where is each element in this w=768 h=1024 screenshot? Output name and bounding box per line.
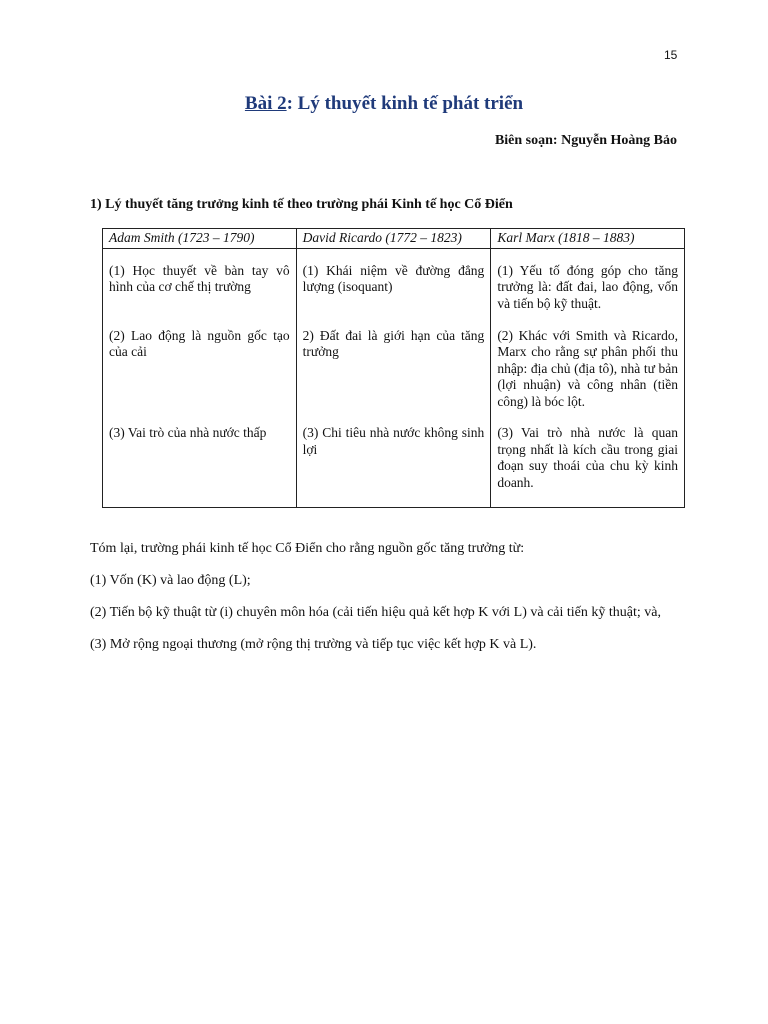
table-header-row	[103, 229, 685, 249]
table-cell	[296, 328, 491, 426]
table-cell	[103, 328, 297, 426]
cell-text: (3) Vai trò của nhà nước thấp	[109, 425, 267, 440]
table-row	[103, 328, 685, 426]
cell-text: (2) Khác với Smith và Ricardo, Marx cho rằng sự phân phối thu nhập: địa chủ (địa tô), nhà tư bản (lợi nhuận) và công nhân (tiền công) là bóc lột.	[497, 327, 678, 409]
cell-text: (2) Lao động là nguồn gốc tạo của cải	[109, 327, 290, 359]
table-cell	[296, 248, 491, 328]
header-karl-marx: Karl Marx (1818 – 1883)	[491, 229, 685, 249]
theory-table	[102, 228, 685, 508]
author-line: Biên soạn: Nguyễn Hoàng Bảo	[494, 133, 677, 148]
table-cell	[103, 248, 297, 328]
cell-text: (1) Yếu tố đóng góp cho tăng trưởng là: đất đai, lao động, vốn và tiến bộ kỹ thuật.	[497, 262, 678, 311]
cell-text: (3) Vai trò nhà nước là quan trọng nhất là kích cầu trong giai đoạn suy thoái của chu kỳ kinh doanh.	[497, 425, 678, 490]
section-heading: 1) Lý thuyết tăng trưởng kinh tế theo trường phái Kinh tế học Cổ Điển	[90, 197, 513, 212]
title-lesson: Bài 2	[244, 93, 287, 114]
table-cell	[491, 425, 685, 508]
table-row	[103, 425, 685, 508]
header-adam-smith: Adam Smith (1723 – 1790)	[103, 229, 297, 249]
summary-item-3: (3) Mở rộng ngoại thương (mở rộng thị trường và tiếp tục việc kết hợp K và L).	[90, 637, 537, 652]
table-row	[103, 248, 685, 328]
cell-text: 2) Đất đai là giới hạn của tăng trưởng	[302, 327, 485, 359]
cell-text: (1) Khái niệm về đường đẳng lượng (isoquant)	[302, 262, 485, 294]
summary-item-2: (2) Tiến bộ kỹ thuật từ (i) chuyên môn hóa (cải tiến hiệu quả kết hợp K với L) và cải tiến kỹ thuật; và,	[90, 605, 661, 620]
cell-text: (3) Chi tiêu nhà nước không sinh lợi	[302, 425, 485, 457]
summary-intro: Tóm lại, trường phái kinh tế học Cổ Điển cho rằng nguồn gốc tăng trưởng từ:	[90, 541, 525, 556]
header-david-ricardo: David Ricardo (1772 – 1823)	[296, 229, 491, 249]
cell-text: (1) Học thuyết về bàn tay vô hình của cơ chế thị trường	[109, 262, 290, 294]
table-cell	[491, 328, 685, 426]
title-text: : Lý thuyết kinh tế phát triển	[286, 93, 524, 114]
table-cell	[296, 425, 491, 508]
page-number: 15	[664, 48, 678, 62]
table-cell	[491, 248, 685, 328]
table-cell	[103, 425, 297, 508]
summary-item-1: (1) Vốn (K) và lao động (L);	[90, 573, 251, 588]
page-title	[0, 93, 768, 115]
